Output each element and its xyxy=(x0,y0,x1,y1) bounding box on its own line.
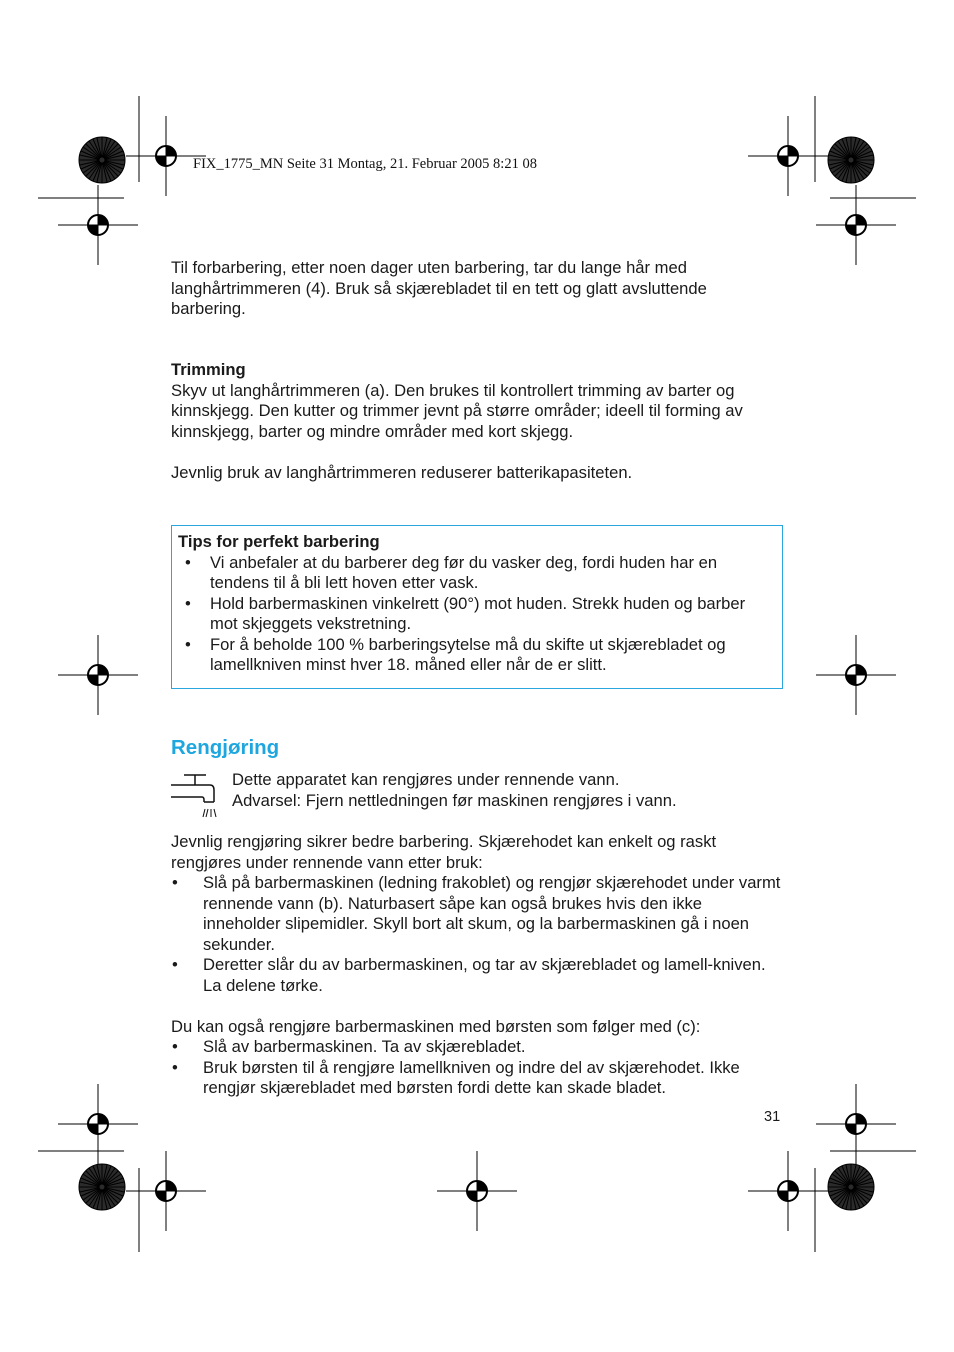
intro-section xyxy=(171,258,783,320)
brush-step xyxy=(171,1058,783,1099)
tips-item-text: For å beholde 100 % barberingsytelse må du skifte ut skjærebladet og lamellkniven minst hver 18. måned eller når de er slitt. xyxy=(210,634,726,674)
cleaning-step-text: Slå på barbermaskinen (ledning frakoblet) og rengjør skjærehodet under varmt rennende vann (b). Naturbasert såpe kan også brukes hvis den ikke inneholder slipemidler. Skyll bort alt skum, og la barbermaskinen gå i noen sekunder. xyxy=(203,873,781,954)
tips-item xyxy=(178,635,776,676)
bullet: • xyxy=(185,593,191,613)
cleaning-intro: Jevnlig rengjøring sikrer bedre barbering. Skjærehodet kan enkelt og raskt rengjøres under rennende vann etter bruk: xyxy=(171,832,717,872)
cleaning-heading: Rengjøring xyxy=(171,736,280,759)
page-number: 31 xyxy=(764,1109,781,1125)
cleaning-step-text: Deretter slår du av barbermaskinen, og tar av skjærebladet og lamell-kniven. La delene tørke. xyxy=(203,955,766,995)
tips-item-text: Vi anbefaler at du barberer deg før du vasker deg, fordi huden har en tendens til å bli lett hoven etter vask. xyxy=(210,552,718,592)
tap-line-2: Advarsel: Fjern nettledningen før maskinen rengjøres i vann. xyxy=(232,790,677,810)
intro-paragraph: Til forbarbering, etter noen dager uten barbering, tar du lange hår med langhårtrimmeren (4). Bruk så skjærebladet til en tett og glatt avsluttende barbering. xyxy=(171,258,707,318)
trimming-paragraph: Skyv ut langhårtrimmeren (a). Den brukes til kontrollert trimming av barter og kinnskjegg. Den kutter og trimmer jevnt på større områder; ideell til forming av kinnskjegg, barter og mindre områder med kort skjegg. xyxy=(171,380,743,441)
bullet: • xyxy=(185,634,191,654)
tap-notice xyxy=(232,770,792,811)
bullet: • xyxy=(172,1057,178,1077)
bullet: • xyxy=(172,873,178,892)
tips-item xyxy=(178,594,776,635)
trimming-heading: Trimming xyxy=(171,360,246,379)
brush-step xyxy=(171,1037,783,1058)
brush-intro: Du kan også rengjøre barbermaskinen med børsten som følger med (c): xyxy=(171,1016,701,1036)
cleaning-step xyxy=(171,955,783,996)
tips-box xyxy=(171,525,783,689)
bullet: • xyxy=(172,1037,178,1056)
brush-step-text: Slå av barbermaskinen. Ta av skjærebladet. xyxy=(203,1037,526,1056)
bullet: • xyxy=(172,955,178,974)
cleaning-step xyxy=(171,873,783,955)
water-tap-icon xyxy=(170,772,222,820)
brush-step-text: Bruk børsten til å rengjøre lamellkniven og indre del av skjærehodet. Ikke rengjør skjærebladet med børsten fordi dette kan skade bladet. xyxy=(203,1057,740,1097)
tips-item xyxy=(178,553,776,594)
trimming-note: Jevnlig bruk av langhårtrimmeren reduserer batterikapasiteten. xyxy=(171,462,633,482)
trimming-section xyxy=(171,360,783,483)
print-header-meta: FIX_1775_MN Seite 31 Montag, 21. Februar 2005 8:21 08 xyxy=(193,156,537,172)
tips-heading: Tips for perfekt barbering xyxy=(178,532,380,551)
tips-item-text: Hold barbermaskinen vinkelrett (90°) mot huden. Strekk huden og barber mot skjeggets vekstretning. xyxy=(210,593,746,633)
tap-line-1: Dette apparatet kan rengjøres under rennende vann. xyxy=(232,770,620,789)
cleaning-section xyxy=(171,832,783,1099)
bullet: • xyxy=(185,552,191,572)
